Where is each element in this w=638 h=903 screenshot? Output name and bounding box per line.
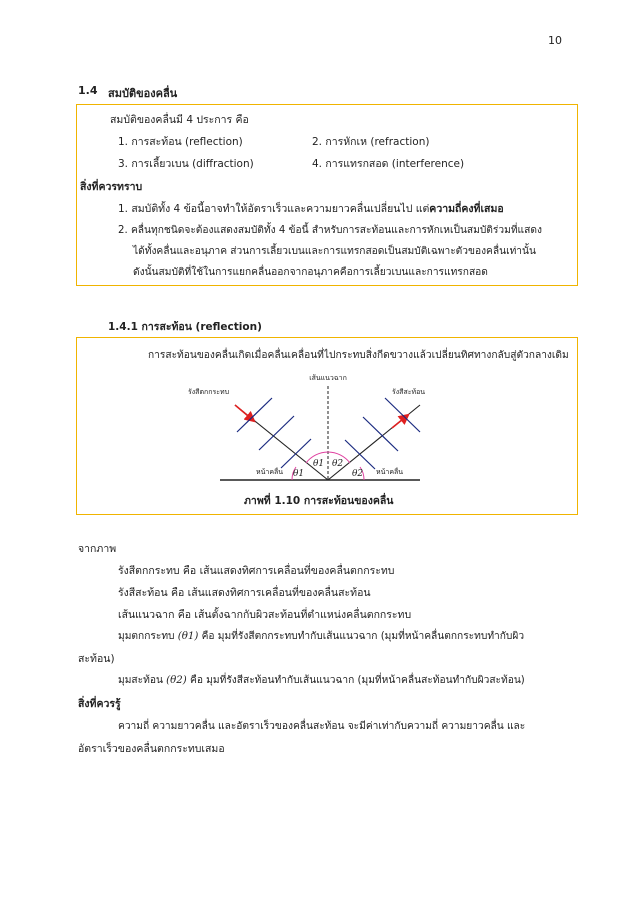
from-figure: จากภาพ xyxy=(78,543,117,555)
should-know-heading: สิ่งที่ควรทราบ xyxy=(80,181,143,193)
theta1-outer-label: θ1 xyxy=(293,469,305,479)
should-know-heading-2: สิ่งที่ควรรู้ xyxy=(78,698,121,710)
wavefront-left-label: หน้าคลื่น xyxy=(256,468,284,476)
property-refraction: 2. การหักเห (refraction) xyxy=(312,136,430,148)
reflected-wavefront xyxy=(345,440,375,469)
reflected-ray-definition: รังสีสะท้อน คือ เส้นแสดงทิศการเคลื่อนที่ของคลื่นสะท้อน xyxy=(118,587,371,599)
incident-wavefront xyxy=(237,398,272,432)
theta1-inner-label: θ1 xyxy=(313,459,325,469)
note-2-line-1: 2. คลื่นทุกชนิดจะต้องแสดงสมบัติทั้ง 4 ข้อนี้ สำหรับการสะท้อนและการหักเหเป็นสมบัติร่วมที่แสดง xyxy=(118,225,542,236)
incident-angle-term: มุมตกกระทบ xyxy=(118,631,175,642)
note-1 xyxy=(118,200,504,217)
wavefront-right-label: หน้าคลื่น xyxy=(376,468,404,476)
section-title: สมบัติของคลื่น xyxy=(108,87,178,100)
know-line-2: อัตราเร็วของคลื่นตกกระทบเสมอ xyxy=(78,743,225,755)
subsection-title: 1.4.1 การสะท้อน (reflection) xyxy=(108,321,262,333)
reflected-arrow xyxy=(392,415,408,428)
page-number: 10 xyxy=(548,34,562,47)
reflect-angle-term: มุมสะท้อน xyxy=(118,675,163,686)
incident-angle-text: คือ มุมที่รังสีตกกระทบทำกับเส้นแนวฉาก (มุมที่หน้าคลื่นตกกระทบทำกับผิว xyxy=(201,631,525,642)
incident-ray-definition: รังสีตกกระทบ คือ เส้นแสดงทิศการเคลื่อนที่ของคลื่นตกกระทบ xyxy=(118,565,395,577)
properties-intro: สมบัติของคลื่นมี 4 ประการ คือ xyxy=(110,114,249,126)
reflect-angle-definition xyxy=(118,672,525,688)
note-2-line-2: ได้ทั้งคลื่นและอนุภาค ส่วนการเลี้ยวเบนและการแทรกสอดเป็นสมบัติเฉพาะตัวของคลื่นเท่านั้น xyxy=(133,246,536,257)
property-diffraction: 3. การเลี้ยวเบน (diffraction) xyxy=(118,158,254,170)
theta1-symbol: (θ1) xyxy=(177,631,199,642)
reflected-wavefront xyxy=(363,417,398,451)
incident-wavefront xyxy=(281,439,311,468)
property-reflection: 1. การสะท้อน (reflection) xyxy=(118,136,243,148)
reflected-wavefront xyxy=(385,398,420,432)
note-1-bold: ความถี่คงที่เสมอ xyxy=(429,203,504,215)
theta2-outer-label: θ2 xyxy=(352,469,364,479)
figure-caption: ภาพที่ 1.10 การสะท้อนของคลื่น xyxy=(244,495,394,507)
reflected-ray-label: รังสีสะท้อน xyxy=(392,388,426,396)
reflection-intro: การสะท้อนของคลื่นเกิดเมื่อคลื่นเคลื่อนที่ไปกระทบสิ่งกีดขวางแล้วเปลี่ยนทิศทางกลับสู่ตัวกลางเดิม xyxy=(148,350,569,361)
know-line-1: ความถี่ ความยาวคลื่น และอัตราเร็วของคลื่นสะท้อน จะมีค่าเท่ากับความถี่ ความยาวคลื่น และ xyxy=(118,721,526,732)
reflect-angle-text: คือ มุมที่รังสีสะท้อนทำกับเส้นแนวฉาก (มุมที่หน้าคลื่นสะท้อนทำกับผิวสะท้อน) xyxy=(190,675,525,686)
incident-ray-label: รังสีตกกระทบ xyxy=(188,388,230,396)
normal-definition: เส้นแนวฉาก คือ เส้นตั้งฉากกับผิวสะท้อนที่ตำแหน่งคลื่นตกกระทบ xyxy=(118,609,412,621)
incident-angle-continuation: สะท้อน) xyxy=(78,653,115,665)
incident-angle-definition xyxy=(118,628,524,644)
section-number: 1.4 xyxy=(78,84,98,97)
theta2-inner-label: θ2 xyxy=(332,459,344,469)
reflection-diagram xyxy=(180,360,470,490)
property-interference: 4. การแทรกสอด (interference) xyxy=(312,158,465,170)
theta2-symbol: (θ2) xyxy=(166,675,187,686)
incident-wavefront xyxy=(259,416,294,450)
normal-label: เส้นแนวฉาก xyxy=(309,374,347,382)
note-1-text: 1. สมบัติทั้ง 4 ข้อนี้อาจทำให้อัตราเร็วและความยาวคลื่นเปลี่ยนไป แต่ xyxy=(118,203,430,215)
note-2-line-3: ดังนั้นสมบัติที่ใช้ในการแยกคลื่นออกจากอนุภาคคือการเลี้ยวเบนและการแทรกสอด xyxy=(133,267,488,278)
